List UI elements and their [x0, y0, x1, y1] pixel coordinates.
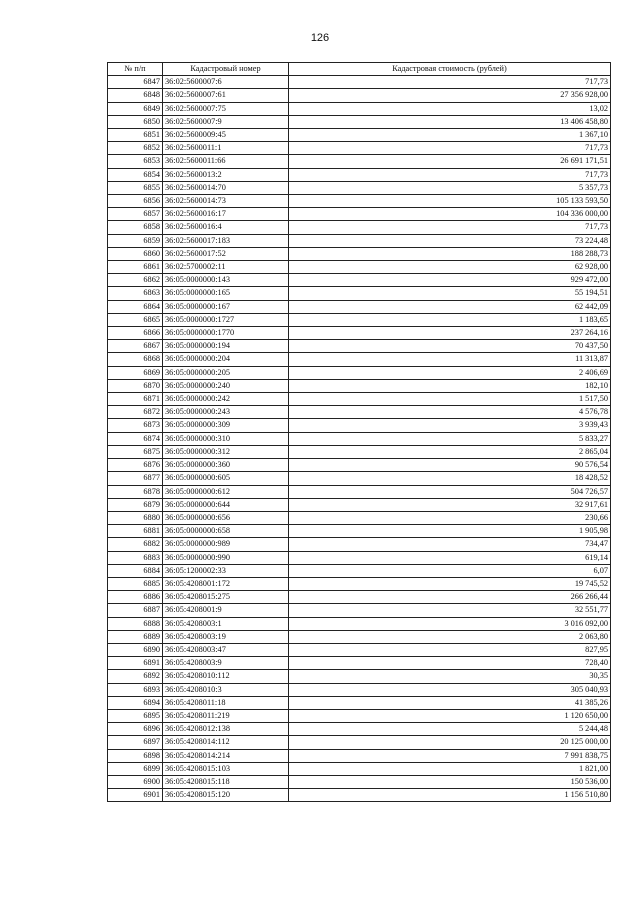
- row-number-cell: 6863: [108, 287, 163, 300]
- cadastral-value-cell: 5 244,48: [289, 723, 611, 736]
- table-row: [108, 247, 611, 260]
- table-row: [108, 353, 611, 366]
- row-number-cell: 6901: [108, 789, 163, 802]
- row-number-cell: 6861: [108, 261, 163, 274]
- row-number-cell: 6885: [108, 577, 163, 590]
- cadastral-value-cell: 104 336 000,00: [289, 208, 611, 221]
- table-row: [108, 155, 611, 168]
- cadastral-value-cell: 2 865,04: [289, 445, 611, 458]
- table-row: [108, 577, 611, 590]
- table-row: [108, 775, 611, 788]
- row-number-cell: 6865: [108, 313, 163, 326]
- table-row: [108, 313, 611, 326]
- cadastral-value-cell: 11 313,87: [289, 353, 611, 366]
- cadastral-value-cell: 73 224,48: [289, 234, 611, 247]
- table-row: [108, 432, 611, 445]
- cadastral-value-cell: 32 917,61: [289, 498, 611, 511]
- table-row: [108, 181, 611, 194]
- row-number-cell: 6864: [108, 300, 163, 313]
- table-row: [108, 789, 611, 802]
- row-number-cell: 6849: [108, 102, 163, 115]
- table-header-row: [108, 63, 611, 76]
- cadastral-number-cell: 36:05:0000000:989: [163, 538, 289, 551]
- table-row: [108, 327, 611, 340]
- row-number-cell: 6869: [108, 366, 163, 379]
- cadastral-number-cell: 36:05:0000000:167: [163, 300, 289, 313]
- table-row: [108, 617, 611, 630]
- table-row: [108, 393, 611, 406]
- cadastral-number-cell: 36:05:0000000:1770: [163, 327, 289, 340]
- cadastral-value-cell: 717,73: [289, 221, 611, 234]
- cadastral-value-cell: 62 928,00: [289, 261, 611, 274]
- cadastral-number-cell: 36:05:4208011:219: [163, 709, 289, 722]
- row-number-cell: 6873: [108, 419, 163, 432]
- table-row: [108, 195, 611, 208]
- cadastral-value-cell: 18 428,52: [289, 472, 611, 485]
- row-number-cell: 6872: [108, 406, 163, 419]
- cadastral-value-cell: 734,47: [289, 538, 611, 551]
- cadastral-value-cell: 19 745,52: [289, 577, 611, 590]
- table-row: [108, 525, 611, 538]
- cadastral-number-cell: 36:05:0000000:205: [163, 366, 289, 379]
- cadastral-number-cell: 36:05:0000000:644: [163, 498, 289, 511]
- cadastral-value-cell: 1 367,10: [289, 129, 611, 142]
- cadastral-value-cell: 4 576,78: [289, 406, 611, 419]
- row-number-cell: 6882: [108, 538, 163, 551]
- cadastral-number-cell: 36:02:5600014:70: [163, 181, 289, 194]
- row-number-cell: 6884: [108, 564, 163, 577]
- cadastral-number-cell: 36:05:0000000:240: [163, 379, 289, 392]
- cadastral-value-cell: 27 356 928,00: [289, 89, 611, 102]
- row-number-cell: 6892: [108, 670, 163, 683]
- cadastral-number-cell: 36:05:0000000:990: [163, 551, 289, 564]
- cadastral-value-cell: 105 133 593,50: [289, 195, 611, 208]
- table-row: [108, 300, 611, 313]
- row-number-cell: 6862: [108, 274, 163, 287]
- cadastral-number-cell: 36:05:4208010:3: [163, 683, 289, 696]
- cadastral-value-cell: 619,14: [289, 551, 611, 564]
- cadastral-number-cell: 36:05:4208001:172: [163, 577, 289, 590]
- table-body: [108, 76, 611, 802]
- cadastral-number-cell: 36:05:0000000:143: [163, 274, 289, 287]
- cadastral-value-cell: 150 536,00: [289, 775, 611, 788]
- table-row: [108, 221, 611, 234]
- cadastral-number-cell: 36:05:1200002:33: [163, 564, 289, 577]
- cadastral-value-cell: 929 472,00: [289, 274, 611, 287]
- row-number-cell: 6854: [108, 168, 163, 181]
- cadastral-number-cell: 36:05:4208003:19: [163, 630, 289, 643]
- cadastral-value-cell: 1 183,65: [289, 313, 611, 326]
- cadastral-value-cell: 26 691 171,51: [289, 155, 611, 168]
- cadastral-number-cell: 36:05:0000000:243: [163, 406, 289, 419]
- cadastral-value-cell: 6,07: [289, 564, 611, 577]
- row-number-cell: 6860: [108, 247, 163, 260]
- cadastral-value-cell: 62 442,09: [289, 300, 611, 313]
- cadastral-number-cell: 36:02:5600014:73: [163, 195, 289, 208]
- cadastral-value-cell: 305 040,93: [289, 683, 611, 696]
- cadastral-number-cell: 36:05:0000000:165: [163, 287, 289, 300]
- cadastral-number-cell: 36:02:5600011:1: [163, 142, 289, 155]
- cadastral-value-cell: 188 288,73: [289, 247, 611, 260]
- row-number-cell: 6876: [108, 459, 163, 472]
- table-row: [108, 366, 611, 379]
- cadastral-value-cell: 5 833,27: [289, 432, 611, 445]
- table-row: [108, 657, 611, 670]
- cadastral-number-cell: 36:02:5600007:6: [163, 76, 289, 89]
- cadastral-value-cell: 41 385,26: [289, 696, 611, 709]
- cadastral-number-cell: 36:05:0000000:656: [163, 511, 289, 524]
- cadastral-number-cell: 36:05:0000000:605: [163, 472, 289, 485]
- cadastral-number-cell: 36:05:0000000:309: [163, 419, 289, 432]
- row-number-cell: 6877: [108, 472, 163, 485]
- cadastral-number-cell: 36:05:4208003:9: [163, 657, 289, 670]
- page-number: 126: [310, 32, 330, 44]
- cadastral-value-cell: 237 264,16: [289, 327, 611, 340]
- table-row: [108, 538, 611, 551]
- cadastral-value-cell: 2 406,69: [289, 366, 611, 379]
- table-row: [108, 696, 611, 709]
- table-row: [108, 591, 611, 604]
- table-row: [108, 472, 611, 485]
- cadastral-value-cell: 3 939,43: [289, 419, 611, 432]
- row-number-cell: 6870: [108, 379, 163, 392]
- cadastral-value-cell: 55 194,51: [289, 287, 611, 300]
- cadastral-value-cell: 1 156 510,80: [289, 789, 611, 802]
- cadastral-number-cell: 36:05:0000000:310: [163, 432, 289, 445]
- cadastral-value-cell: 230,66: [289, 511, 611, 524]
- row-number-cell: 6899: [108, 762, 163, 775]
- row-number-cell: 6878: [108, 485, 163, 498]
- table-row: [108, 287, 611, 300]
- row-number-cell: 6859: [108, 234, 163, 247]
- row-number-cell: 6897: [108, 736, 163, 749]
- table-row: [108, 749, 611, 762]
- table-row: [108, 234, 611, 247]
- row-number-cell: 6889: [108, 630, 163, 643]
- table-row: [108, 736, 611, 749]
- table-row: [108, 274, 611, 287]
- cadastral-value-cell: 5 357,73: [289, 181, 611, 194]
- cadastral-value-cell: 32 551,77: [289, 604, 611, 617]
- table-row: [108, 129, 611, 142]
- cadastral-number-cell: 36:02:5600007:61: [163, 89, 289, 102]
- row-number-cell: 6867: [108, 340, 163, 353]
- row-number-cell: 6853: [108, 155, 163, 168]
- table-row: [108, 419, 611, 432]
- cadastral-value-cell: 1 120 650,00: [289, 709, 611, 722]
- row-number-cell: 6890: [108, 643, 163, 656]
- cadastral-number-cell: 36:02:5600011:66: [163, 155, 289, 168]
- row-number-cell: 6881: [108, 525, 163, 538]
- row-number-cell: 6848: [108, 89, 163, 102]
- row-number-cell: 6894: [108, 696, 163, 709]
- row-number-cell: 6886: [108, 591, 163, 604]
- cadastral-value-cell: 70 437,50: [289, 340, 611, 353]
- cadastral-number-cell: 36:05:4208003:47: [163, 643, 289, 656]
- row-number-cell: 6868: [108, 353, 163, 366]
- header-cadastral-number: Кадастровый номер: [163, 63, 289, 76]
- cadastral-number-cell: 36:05:0000000:1727: [163, 313, 289, 326]
- table-row: [108, 709, 611, 722]
- cadastral-number-cell: 36:05:4208015:118: [163, 775, 289, 788]
- cadastral-number-cell: 36:05:0000000:612: [163, 485, 289, 498]
- table-row: [108, 102, 611, 115]
- cadastral-number-cell: 36:05:0000000:360: [163, 459, 289, 472]
- cadastral-number-cell: 36:05:0000000:194: [163, 340, 289, 353]
- row-number-cell: 6879: [108, 498, 163, 511]
- cadastral-value-cell: 13,02: [289, 102, 611, 115]
- cadastral-value-cell: 717,73: [289, 142, 611, 155]
- cadastral-value-cell: 717,73: [289, 168, 611, 181]
- table-row: [108, 142, 611, 155]
- table-row: [108, 115, 611, 128]
- cadastral-number-cell: 36:02:5600007:9: [163, 115, 289, 128]
- cadastral-number-cell: 36:05:4208010:112: [163, 670, 289, 683]
- cadastral-value-cell: 1 517,50: [289, 393, 611, 406]
- table-row: [108, 630, 611, 643]
- row-number-cell: 6858: [108, 221, 163, 234]
- row-number-cell: 6871: [108, 393, 163, 406]
- table-row: [108, 723, 611, 736]
- header-row-number: № п/п: [108, 63, 163, 76]
- row-number-cell: 6883: [108, 551, 163, 564]
- row-number-cell: 6847: [108, 76, 163, 89]
- cadastral-value-cell: 30,35: [289, 670, 611, 683]
- table-row: [108, 762, 611, 775]
- cadastral-number-cell: 36:05:4208014:214: [163, 749, 289, 762]
- table-row: [108, 485, 611, 498]
- cadastral-number-cell: 36:05:4208001:9: [163, 604, 289, 617]
- row-number-cell: 6891: [108, 657, 163, 670]
- row-number-cell: 6866: [108, 327, 163, 340]
- cadastral-value-cell: 2 063,80: [289, 630, 611, 643]
- cadastral-value-cell: 504 726,57: [289, 485, 611, 498]
- row-number-cell: 6888: [108, 617, 163, 630]
- table-row: [108, 89, 611, 102]
- cadastral-number-cell: 36:02:5600017:183: [163, 234, 289, 247]
- table-row: [108, 643, 611, 656]
- cadastral-number-cell: 36:05:0000000:658: [163, 525, 289, 538]
- cadastral-number-cell: 36:05:4208015:103: [163, 762, 289, 775]
- cadastral-number-cell: 36:02:5600013:2: [163, 168, 289, 181]
- row-number-cell: 6851: [108, 129, 163, 142]
- cadastral-number-cell: 36:05:0000000:312: [163, 445, 289, 458]
- table-row: [108, 604, 611, 617]
- cadastral-value-table: [107, 62, 611, 802]
- table-row: [108, 445, 611, 458]
- cadastral-value-cell: 1 821,00: [289, 762, 611, 775]
- row-number-cell: 6875: [108, 445, 163, 458]
- row-number-cell: 6856: [108, 195, 163, 208]
- cadastral-number-cell: 36:05:4208014:112: [163, 736, 289, 749]
- cadastral-number-cell: 36:05:4208011:18: [163, 696, 289, 709]
- cadastral-value-cell: 717,73: [289, 76, 611, 89]
- table-row: [108, 564, 611, 577]
- row-number-cell: 6855: [108, 181, 163, 194]
- header-cadastral-value: Кадастровая стоимость (рублей): [289, 63, 611, 76]
- cadastral-number-cell: 36:02:5600007:75: [163, 102, 289, 115]
- table-row: [108, 76, 611, 89]
- cadastral-number-cell: 36:02:5600017:52: [163, 247, 289, 260]
- table-row: [108, 168, 611, 181]
- row-number-cell: 6898: [108, 749, 163, 762]
- table-row: [108, 551, 611, 564]
- table-row: [108, 511, 611, 524]
- row-number-cell: 6874: [108, 432, 163, 445]
- row-number-cell: 6857: [108, 208, 163, 221]
- cadastral-number-cell: 36:02:5600016:17: [163, 208, 289, 221]
- table-row: [108, 261, 611, 274]
- cadastral-number-cell: 36:02:5600016:4: [163, 221, 289, 234]
- table-row: [108, 498, 611, 511]
- cadastral-value-cell: 182,10: [289, 379, 611, 392]
- row-number-cell: 6887: [108, 604, 163, 617]
- cadastral-value-cell: 7 991 838,75: [289, 749, 611, 762]
- cadastral-value-cell: 3 016 092,00: [289, 617, 611, 630]
- cadastral-number-cell: 36:02:5700002:11: [163, 261, 289, 274]
- table-row: [108, 459, 611, 472]
- row-number-cell: 6880: [108, 511, 163, 524]
- cadastral-number-cell: 36:02:5600009:45: [163, 129, 289, 142]
- row-number-cell: 6850: [108, 115, 163, 128]
- row-number-cell: 6852: [108, 142, 163, 155]
- cadastral-value-cell: 266 266,44: [289, 591, 611, 604]
- table-row: [108, 208, 611, 221]
- cadastral-number-cell: 36:05:4208015:120: [163, 789, 289, 802]
- cadastral-number-cell: 36:05:4208015:275: [163, 591, 289, 604]
- cadastral-value-cell: 827,95: [289, 643, 611, 656]
- cadastral-number-cell: 36:05:0000000:204: [163, 353, 289, 366]
- cadastral-number-cell: 36:05:4208003:1: [163, 617, 289, 630]
- table-row: [108, 340, 611, 353]
- cadastral-value-cell: 20 125 000,00: [289, 736, 611, 749]
- row-number-cell: 6893: [108, 683, 163, 696]
- cadastral-value-cell: 13 406 458,80: [289, 115, 611, 128]
- cadastral-number-cell: 36:05:4208012:138: [163, 723, 289, 736]
- cadastral-value-cell: 1 905,98: [289, 525, 611, 538]
- cadastral-value-cell: 90 576,54: [289, 459, 611, 472]
- cadastral-value-cell: 728,40: [289, 657, 611, 670]
- table-row: [108, 379, 611, 392]
- row-number-cell: 6896: [108, 723, 163, 736]
- table-row: [108, 683, 611, 696]
- cadastral-number-cell: 36:05:0000000:242: [163, 393, 289, 406]
- table-row: [108, 670, 611, 683]
- row-number-cell: 6900: [108, 775, 163, 788]
- table-row: [108, 406, 611, 419]
- row-number-cell: 6895: [108, 709, 163, 722]
